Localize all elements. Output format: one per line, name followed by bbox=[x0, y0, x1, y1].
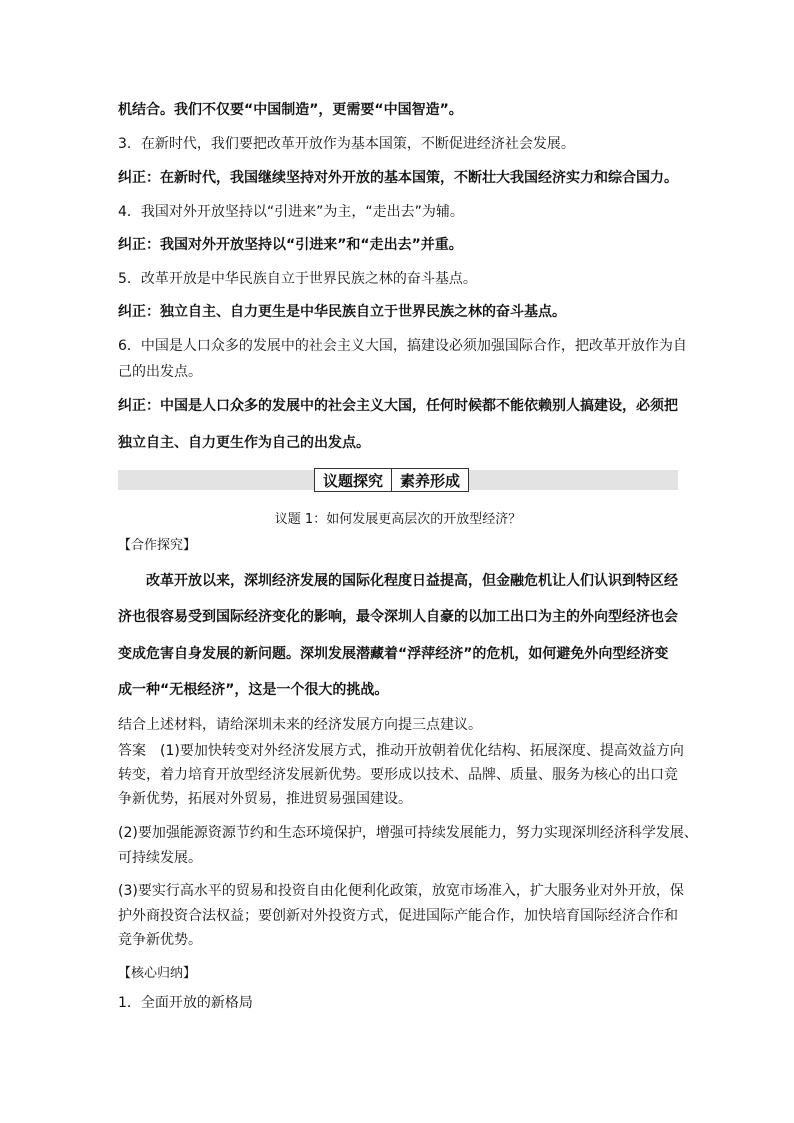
answer-line: 竞争新优势。 bbox=[118, 932, 202, 948]
correction-line: 纠正：在新时代，我国继续坚持对外开放的基本国策，不断壮大我国经济实力和综合国力。 bbox=[118, 170, 678, 186]
text-line: 机结合。我们不仅要“中国制造”，更需要“中国智造”。 bbox=[118, 102, 463, 118]
answer-line: 护外商投资合法权益；要创新对外投资方式，促进国际产能合作，加快培育国际经济合作和 bbox=[118, 908, 678, 924]
text-line: 4．我国对外开放坚持以“引进来”为主，“走出去”为辅。 bbox=[118, 204, 464, 220]
section-banner bbox=[118, 470, 678, 490]
answer-line: 答案 (1)要加快转变对外经济发展方式，推动开放朝着优化结构、拓展深度、提高效益方向 bbox=[118, 743, 684, 759]
answer-line: 争新优势，拓展对外贸易，推进贸易强国建设。 bbox=[118, 791, 412, 807]
text-line: 5．改革开放是中华民族自立于世界民族之林的奋斗基点。 bbox=[118, 271, 477, 287]
correction-line: 纠正：中国是人口众多的发展中的社会主义大国，任何时候都不能依赖别人搞建设，必须把 bbox=[118, 398, 678, 414]
banner-left-label: 议题探究 bbox=[323, 471, 384, 490]
banner-right-label: 素养形成 bbox=[400, 471, 461, 490]
question-line: 结合上述材料，请给深圳未来的经济发展方向提三点建议。 bbox=[118, 717, 482, 733]
material-line: 济也很容易受到国际经济变化的影响，最令深圳人自豪的以加工出口为主的外向型经济也会 bbox=[118, 609, 678, 625]
text-line: 6．中国是人口众多的发展中的社会主义大国，搞建设必须加强国际合作，把改革开放作为自 bbox=[118, 338, 687, 354]
correction-line: 纠正：我国对外开放坚持以“引进来”和“走出去”并重。 bbox=[118, 237, 463, 253]
text-line: 3．在新时代，我们要把改革开放作为基本国策，不断促进经济社会发展。 bbox=[118, 136, 575, 152]
section-heading-core: 【核心归纳】 bbox=[118, 966, 197, 981]
answer-line: 转变，着力培育开放型经济发展新优势。要形成以技术、品牌、质量、服务为核心的出口竞 bbox=[118, 767, 678, 783]
banner-box bbox=[314, 468, 469, 492]
material-line: 改革开放以来，深圳经济发展的国际化程度日益提高，但金融危机让人们认识到特区经 bbox=[146, 573, 678, 589]
answer-line: 可持续发展。 bbox=[118, 850, 202, 866]
material-line: 变成危害自身发展的新问题。深圳发展潜藏着“浮萍经济”的危机，如何避免外向型经济变 bbox=[118, 646, 669, 662]
section-heading-cooperation: 【合作探究】 bbox=[118, 538, 197, 553]
correction-line: 独立自主、自力更生作为自己的出发点。 bbox=[118, 435, 370, 451]
answer-line: (2)要加强能源资源节约和生态环境保护，增强可持续发展能力，努力实现深圳经济科学发展、 bbox=[118, 825, 698, 841]
answer-line: (3)要实行高水平的贸易和投资自由化便利化政策，放宽市场准入，扩大服务业对外开放，保 bbox=[118, 883, 684, 899]
material-line: 成一种“无根经济”，这是一个很大的挑战。 bbox=[118, 682, 389, 698]
list-item: 1．全面开放的新格局 bbox=[118, 995, 253, 1011]
text-line: 己的出发点。 bbox=[118, 364, 202, 380]
correction-line: 纠正：独立自主、自力更生是中华民族自立于世界民族之林的奋斗基点。 bbox=[118, 304, 566, 320]
topic-title: 议题 1：如何发展更高层次的开放型经济？ bbox=[274, 512, 522, 527]
